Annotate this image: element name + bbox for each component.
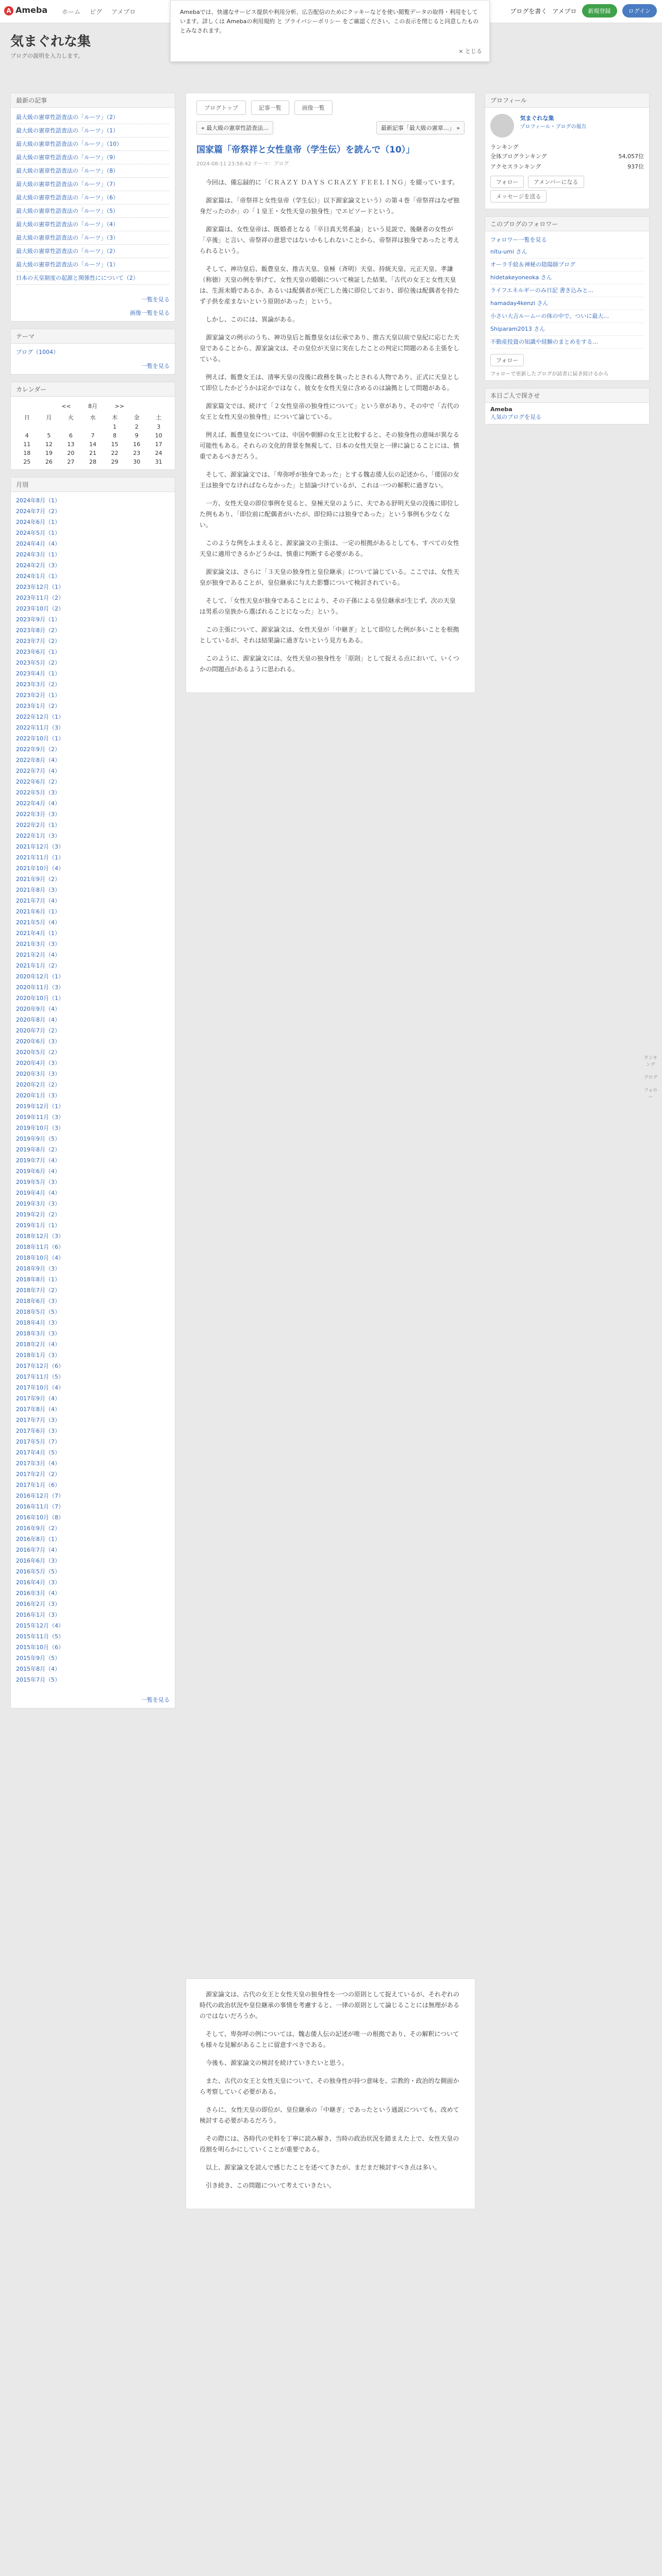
- archive-more-link[interactable]: 一覧を見る: [141, 1697, 170, 1703]
- archive-month-link[interactable]: 2022年2月（1）: [16, 822, 60, 828]
- calendar-day[interactable]: 1: [113, 423, 117, 430]
- avatar[interactable]: [490, 114, 514, 138]
- archive-month-link[interactable]: 2023年3月（2）: [16, 681, 60, 688]
- nav-ameblo[interactable]: アメブロ: [111, 8, 136, 15]
- calendar-day[interactable]: 17: [155, 441, 162, 448]
- archive-month-link[interactable]: 2024年3月（1）: [16, 551, 60, 558]
- follow-note: フォローで更新したブログが読者に届き続けるから: [490, 371, 609, 377]
- archive-month-link[interactable]: 2015年12月（4）: [16, 1622, 64, 1629]
- rank-label[interactable]: アクセスランキング: [490, 163, 541, 170]
- archive-month-link[interactable]: 2017年6月（3）: [16, 1428, 60, 1434]
- calendar-day[interactable]: 10: [155, 432, 162, 439]
- calendar-weekday: 水: [90, 414, 96, 421]
- nav-home[interactable]: ホーム: [62, 8, 81, 15]
- archive-month-link[interactable]: 2020年1月（3）: [16, 1092, 60, 1099]
- archive-month-link[interactable]: 2022年3月（3）: [16, 811, 60, 818]
- calendar-day[interactable]: 29: [111, 459, 119, 465]
- follower-item[interactable]: Shiparam2013 さん: [490, 323, 644, 336]
- article-paragraph: 源家篇は、女性皇帝は、既婚者となる「卒日真天男系論」という見説で、後継者の女性が「卒後」と言い、帝祭祥の意思ではないかもしれないことから、帝祭祥は独身であったと考えられるという。: [200, 226, 459, 255]
- archive-month-link[interactable]: 2021年2月（4）: [16, 952, 60, 958]
- recommend-item[interactable]: 人気のブログを見る: [490, 414, 541, 420]
- follower-item[interactable]: nitu-umi さん: [490, 246, 644, 259]
- side-follow[interactable]: フォロー: [643, 1088, 658, 1100]
- archive-month-link[interactable]: 2023年12月（1）: [16, 584, 64, 590]
- archive-month-link[interactable]: 2021年6月（1）: [16, 908, 60, 915]
- archive-month-link[interactable]: 2022年7月（4）: [16, 768, 60, 774]
- archive-month-link[interactable]: 2019年11月（3）: [16, 1114, 64, 1121]
- follower-item[interactable]: 不動産投資の知識や経験のまとめをする…: [490, 336, 644, 349]
- recommend-item[interactable]: Ameba: [490, 406, 512, 413]
- calendar-day[interactable]: 31: [155, 459, 162, 465]
- archive-month-link[interactable]: 2021年11月（1）: [16, 854, 64, 861]
- blog-top-button[interactable]: ブログトップ: [196, 100, 246, 115]
- recent-more-link[interactable]: 一覧を見る: [141, 296, 170, 303]
- archive-month-link[interactable]: 2020年7月（2）: [16, 1027, 60, 1034]
- follower-item[interactable]: オーラ千絵＆神秘の陰陽師ブログ: [490, 259, 644, 272]
- recommend-heading: 本日ご人で探させ: [485, 388, 649, 403]
- archive-month-link[interactable]: 2022年6月（2）: [16, 778, 60, 785]
- calendar-day[interactable]: 12: [45, 441, 53, 448]
- calendar-day[interactable]: 7: [91, 432, 95, 439]
- login-button[interactable]: ログイン: [622, 4, 657, 18]
- article-paragraph: 源家論文の例示のうち、神功皇后と飯豊皇女は伝承であり、推古天皇以前で皇紀に応じた天皇であることから、源家論文は、その皇位が天皇に実在したことの判定に問題のある主張をしている。: [200, 334, 460, 363]
- calendar-day[interactable]: 24: [155, 450, 162, 456]
- archive-month-link[interactable]: 2023年6月（1）: [16, 649, 60, 655]
- calendar-weekday: 月: [46, 414, 52, 421]
- calendar-box: [10, 382, 175, 470]
- right-sidebar: [485, 93, 650, 432]
- rank-row-access: [490, 161, 644, 172]
- side-ranking[interactable]: ランキング: [643, 1056, 658, 1067]
- calendar-day[interactable]: 15: [111, 441, 119, 448]
- archive-month-link[interactable]: 2020年10月（1）: [16, 995, 64, 1002]
- article-toolbar: [186, 93, 475, 118]
- archive-month-link[interactable]: 2020年9月（4）: [16, 1006, 60, 1012]
- archive-month-link[interactable]: 2022年4月（4）: [16, 800, 60, 807]
- nav-pigg[interactable]: ピグ: [90, 8, 103, 15]
- article-paragraph: 一方、女性天皇の即位事例を見ると、皇極天皇のように、夫である舒明天皇の没後に即位した例もあり、「即位前に配偶者がいたが、即位時には独身であった」という事例も少なくない。: [200, 500, 460, 529]
- archive-month-link[interactable]: 2022年5月（3）: [16, 789, 60, 796]
- archive-month-link[interactable]: 2024年2月（3）: [16, 562, 60, 569]
- archive-month-link[interactable]: 2021年7月（4）: [16, 897, 60, 904]
- article-body-continued: [186, 1979, 475, 2209]
- calendar-day[interactable]: 4: [25, 432, 29, 439]
- images-more-link[interactable]: 画像一覧を見る: [130, 310, 170, 316]
- archive-month-link[interactable]: 2018年7月（2）: [16, 1287, 60, 1294]
- archive-month-link[interactable]: 2018年4月（3）: [16, 1319, 60, 1326]
- archive-heading: 月別: [11, 478, 175, 492]
- article-paragraph: 源家論文は、さらに「３天皇の独身性と皇位継承」について論じている。ここでは、女性天皇が独身であることが、皇位継承に与えた影響について検討されている。: [200, 568, 459, 586]
- calendar-day[interactable]: 3: [157, 423, 161, 430]
- rank-value: 937位: [627, 163, 644, 170]
- archive-month-link[interactable]: 2024年8月（1）: [16, 497, 60, 504]
- calendar-day[interactable]: [38, 422, 60, 431]
- archive-month-link[interactable]: 2023年8月（2）: [16, 627, 60, 634]
- archive-month-link[interactable]: 2024年6月（1）: [16, 519, 60, 526]
- archive-month-link[interactable]: 2017年3月（4）: [16, 1460, 60, 1467]
- calendar-next-icon[interactable]: >>: [114, 403, 124, 410]
- archive-month-link[interactable]: 2023年1月（2）: [16, 703, 60, 709]
- recent-post-link[interactable]: 最大級の憲章性語査法の「ルーツ」（8）: [16, 164, 170, 178]
- archive-month-link[interactable]: 2020年6月（3）: [16, 1038, 60, 1045]
- calendar-weekday: 日: [24, 414, 30, 421]
- archive-month-link[interactable]: 2015年10月（6）: [16, 1644, 64, 1651]
- article-paragraph: また、古代の女王と女性天皇について、その独身性が持つ意味を、宗教的・政治的な側面から考察していく必要がある。: [200, 2077, 459, 2095]
- article-continued: [186, 1978, 475, 2209]
- calendar-weekday: 木: [112, 414, 118, 421]
- article-paragraph: そして、卑弥呼の例については、魏志倭人伝の記述が唯一の根拠であり、その解釈についても様々な見解があることに留意すべきである。: [200, 2030, 459, 2048]
- rank-label[interactable]: 全体ブログランキング: [490, 153, 547, 160]
- archive-month-link[interactable]: 2016年10月（8）: [16, 1514, 64, 1521]
- calendar-grid: [16, 412, 170, 466]
- article-paragraph: 例えば、飯豊女王は、清寧天皇の没後に政務を執ったとされる人物であり、正式に天皇として即位したかどうかは定かではなく、彼女を女性天皇に含めるのは論拠として問題がある。: [200, 374, 460, 392]
- article-pager: [186, 118, 475, 138]
- archive-month-link[interactable]: 2018年10月（4）: [16, 1255, 64, 1261]
- archive-month-link[interactable]: 2019年3月（3）: [16, 1200, 60, 1207]
- calendar-day[interactable]: 19: [45, 450, 53, 456]
- archive-month-link[interactable]: 2017年10月（4）: [16, 1384, 64, 1391]
- calendar-day[interactable]: 21: [89, 450, 96, 456]
- calendar-day[interactable]: 20: [67, 450, 75, 456]
- archive-month-link[interactable]: 2016年2月（3）: [16, 1601, 60, 1607]
- left-sidebar: [10, 93, 175, 1716]
- calendar-day[interactable]: 23: [133, 450, 141, 456]
- archive-month-link[interactable]: 2021年5月（4）: [16, 919, 60, 926]
- archive-month-link[interactable]: 2016年11月（7）: [16, 1503, 64, 1510]
- archive-month-link[interactable]: 2024年5月（1）: [16, 530, 60, 536]
- archive-month-link[interactable]: 2020年3月（3）: [16, 1071, 60, 1077]
- archive-month-link[interactable]: 2024年7月（2）: [16, 508, 60, 515]
- article-paragraph: 今回は、備忘録的に「ＣＲＡＺＹ ＤＡＹＳ ＣＲＡＺＹ ＦＥＥＬＩＮＧ」を綴っています。: [206, 179, 459, 186]
- next-article-link[interactable]: 最新記事「最大級の憲章…」 »: [376, 121, 465, 134]
- archive-month-link[interactable]: 2020年2月（2）: [16, 1081, 60, 1088]
- amember-button[interactable]: アメンバーになる: [528, 176, 584, 188]
- archive-month-link[interactable]: 2019年9月（5）: [16, 1136, 60, 1142]
- archive-month-link[interactable]: 2017年9月（4）: [16, 1395, 60, 1402]
- recent-post-link[interactable]: 最大級の憲章性語査法の「ルーツ」（6）: [16, 191, 170, 205]
- profile-heading: プロフィール: [485, 93, 649, 108]
- archive-month-link[interactable]: 2017年4月（5）: [16, 1449, 60, 1456]
- archive-month-link[interactable]: 2023年9月（1）: [16, 616, 60, 623]
- archive-month-link[interactable]: 2020年12月（1）: [16, 973, 64, 980]
- archive-month-link[interactable]: 2022年1月（3）: [16, 833, 60, 839]
- archive-month-link[interactable]: 2022年9月（2）: [16, 746, 60, 753]
- archive-month-link[interactable]: 2019年5月（3）: [16, 1179, 60, 1185]
- calendar-weekday: 火: [68, 414, 74, 421]
- article-paragraph: そして、神功皇后、飯豊皇女、推古天皇、皇極（斉明）天皇、持統天皇、元正天皇、孝謙（称徳）天皇の例を挙げて、女性天皇の婚姻について検証した結果、「古代の女王と女性天皇は、生涯未婚であるか、あるいは配偶者が死亡した後に即位しており、即位後は配偶者を持たず子供を産まないという原則があった」という。: [200, 265, 460, 305]
- archive-month-link[interactable]: 2018年8月（1）: [16, 1276, 60, 1283]
- archive-month-link[interactable]: 2018年12月（3）: [16, 1233, 64, 1240]
- archive-month-link[interactable]: 2016年6月（3）: [16, 1557, 60, 1564]
- archive-month-link[interactable]: 2022年11月（3）: [16, 724, 64, 731]
- archive-month-link[interactable]: 2021年10月（4）: [16, 865, 64, 872]
- calendar-weekday: 金: [134, 414, 140, 421]
- archive-month-link[interactable]: 2019年8月（2）: [16, 1146, 60, 1153]
- archive-month-link[interactable]: 2018年9月（3）: [16, 1265, 60, 1272]
- calendar-day[interactable]: 5: [47, 432, 51, 439]
- archive-month-link[interactable]: 2019年1月（1）: [16, 1222, 60, 1229]
- archive-month-link[interactable]: 2021年12月（3）: [16, 843, 64, 850]
- follower-item[interactable]: 小さい大吉ルームーの体の中で、ついに最大…: [490, 310, 644, 323]
- floating-side-menu: [643, 1051, 658, 1103]
- article-list-button[interactable]: 記事一覧: [251, 100, 289, 115]
- recent-post-link[interactable]: 最大級の憲章性語査法の「ルーツ」（1）: [16, 124, 170, 138]
- calendar-day[interactable]: 8: [113, 432, 117, 439]
- calendar-day[interactable]: 9: [135, 432, 139, 439]
- cookie-close-button[interactable]: × とじる: [458, 48, 482, 55]
- article-meta: 2024-08-11 23:58:42 テーマ：ブログ: [196, 161, 289, 167]
- archive-month-link[interactable]: 2018年5月（5）: [16, 1309, 60, 1315]
- followers-more-link[interactable]: フォロワー一覧を見る: [490, 236, 547, 243]
- calendar-month-label: 8月: [88, 403, 97, 410]
- archive-month-link[interactable]: 2017年12月（6）: [16, 1363, 64, 1369]
- archive-month-link[interactable]: 2019年12月（1）: [16, 1103, 64, 1110]
- theme-item[interactable]: ブログ（1004）: [16, 349, 59, 355]
- top-nav: [62, 7, 136, 16]
- calendar-heading: カレンダー: [11, 382, 175, 397]
- cookie-banner: [170, 0, 490, 62]
- archive-month-link[interactable]: 2017年2月（2）: [16, 1471, 60, 1478]
- register-button[interactable]: 新規登録: [582, 4, 617, 18]
- calendar-day[interactable]: 30: [133, 459, 141, 465]
- followers-heading: このブログのフォロワー: [485, 217, 649, 231]
- archive-month-link[interactable]: 2018年6月（3）: [16, 1298, 60, 1304]
- archive-month-link[interactable]: 2018年2月（4）: [16, 1341, 60, 1348]
- archive-month-link[interactable]: 2024年1月（1）: [16, 573, 60, 580]
- article-paragraph: 源家篇は、「帝祭祥と女性皇帝（学生伝）」以下源家論文という）の第４巻「帝祭祥はなぜ独身だったのか」の「１皇王・女性天皇の独身性」でエピソードという。: [200, 197, 460, 215]
- archive-month-link[interactable]: 2021年4月（1）: [16, 930, 60, 937]
- archive-month-link[interactable]: 2016年8月（1）: [16, 1536, 60, 1543]
- ameba-logo-icon: A: [4, 6, 13, 15]
- calendar-day[interactable]: 18: [23, 450, 31, 456]
- archive-month-link[interactable]: 2016年3月（4）: [16, 1590, 60, 1597]
- recent-post-link[interactable]: 最大級の憲章性語査法の「ルーツ」（1）: [16, 258, 170, 272]
- article-paragraph: 引き続き、この問題について考えていきたい。: [206, 2182, 336, 2189]
- top-right: [510, 4, 657, 18]
- cookie-text: Amebaでは、快適なサービス提供や利用分析、広告配信のためにクッキーなどを使い閲覧データの取得・利用をしています。詳しくは Amebaの利用規約 と プライバシーポリシー をご確認ください。この表示を閉じると同意したものとみなされます。: [180, 9, 479, 34]
- archive-month-link[interactable]: 2022年10月（1）: [16, 735, 64, 742]
- article-body: [186, 177, 475, 692]
- theme-heading: テーマ: [11, 329, 175, 344]
- archive-month-link[interactable]: 2017年8月（4）: [16, 1406, 60, 1413]
- calendar-day[interactable]: 25: [23, 459, 31, 465]
- blog-title[interactable]: 気まぐれな集: [10, 34, 91, 49]
- archive-month-link[interactable]: 2023年4月（1）: [16, 670, 60, 677]
- ameblo-link[interactable]: アメブロ: [552, 7, 577, 15]
- calendar-day[interactable]: 11: [23, 441, 31, 448]
- archive-month-link[interactable]: 2023年7月（2）: [16, 638, 60, 645]
- article-paragraph: このような例をふまえると、源家論文の主張は、一定の根拠があるとしても、すべての女性天皇に適用できるかどうかは、慎重に判断する必要がある。: [200, 539, 459, 557]
- calendar-weekday: 土: [156, 414, 162, 421]
- archive-month-link[interactable]: 2016年5月（5）: [16, 1568, 60, 1575]
- archive-month-link[interactable]: 2020年5月（2）: [16, 1049, 60, 1056]
- calendar-day[interactable]: 2: [135, 423, 139, 430]
- theme-box: [10, 329, 175, 375]
- follower-item[interactable]: hamaday4kenzi さん: [490, 297, 644, 310]
- recent-posts-heading: 最新の記事: [11, 93, 175, 108]
- archive-month-link[interactable]: 2021年9月（2）: [16, 876, 60, 883]
- rank-row-overall: [490, 151, 644, 161]
- calendar-day[interactable]: 26: [45, 459, 53, 465]
- followers-list: [490, 246, 644, 349]
- image-list-button[interactable]: 画像一覧: [294, 100, 333, 115]
- article-paragraph: この主張について、源家論文は、女性天皇が「中継ぎ」として即位した例が多いことを根拠としているが、それは結果論に過ぎないという見方もある。: [200, 626, 459, 644]
- side-blog[interactable]: ブログ: [643, 1075, 658, 1080]
- archive-month-link[interactable]: 2019年6月（4）: [16, 1168, 60, 1175]
- archive-month-link[interactable]: 2020年4月（3）: [16, 1060, 60, 1066]
- archive-month-link[interactable]: 2022年8月（4）: [16, 757, 60, 764]
- calendar-day[interactable]: 28: [89, 459, 96, 465]
- profile-box: [485, 93, 650, 209]
- calendar-day[interactable]: 22: [111, 450, 119, 456]
- article-title[interactable]: 国家篇「帝祭祥と女性皇帝（学生伝）を読んで（10）」: [196, 145, 415, 155]
- profile-link[interactable]: プロフィール・ブログの報告: [520, 124, 587, 130]
- archive-month-link[interactable]: 2023年2月（1）: [16, 692, 60, 699]
- archive-month-link[interactable]: 2017年1月（6）: [16, 1482, 60, 1488]
- recent-post-link[interactable]: 最大級の憲章性語査法の「ルーツ」（3）: [16, 231, 170, 245]
- recent-post-link[interactable]: 最大級の憲章性語査法の「ルーツ」（4）: [16, 218, 170, 231]
- archive-month-link[interactable]: 2024年4月（4）: [16, 540, 60, 547]
- archive-month-link[interactable]: 2020年11月（3）: [16, 984, 64, 991]
- article-paragraph: その際には、各時代の史料を丁寧に読み解き、当時の政治状況を踏まえた上で、女性天皇の役割を明らかにしていくことが重要である。: [200, 2135, 459, 2153]
- archive-month-link[interactable]: 2016年4月（3）: [16, 1579, 60, 1586]
- prev-article-link[interactable]: « 最大級の憲章性語査法…: [196, 121, 273, 134]
- ameba-logo[interactable]: [4, 5, 47, 15]
- archive-month-link[interactable]: 2019年2月（2）: [16, 1211, 60, 1218]
- archive-list: [11, 492, 175, 1688]
- profile-name[interactable]: 気まぐれな集: [520, 115, 554, 122]
- archive-month-link[interactable]: 2016年12月（7）: [16, 1493, 64, 1499]
- follow-button-2[interactable]: フォロー: [490, 354, 524, 366]
- archive-month-link[interactable]: 2016年7月（4）: [16, 1547, 60, 1553]
- article-paragraph: そして、「女性天皇が独身であることにより、その子孫による皇位継承が生じず、次の天皇は男系の皇族から選ばれることになった」という。: [200, 597, 456, 615]
- archive-month-link[interactable]: 2022年12月（1）: [16, 714, 64, 720]
- article: [186, 93, 475, 693]
- calendar-prev-icon[interactable]: <<: [61, 403, 71, 410]
- archive-month-link[interactable]: 2015年8月（4）: [16, 1666, 60, 1672]
- archive-month-link[interactable]: 2020年8月（4）: [16, 1016, 60, 1023]
- follower-item[interactable]: hidetakeyoneoka さん: [490, 272, 644, 284]
- recent-post-link[interactable]: 最大級の憲章性語査法の「ルーツ」（2）: [16, 245, 170, 258]
- recent-post-link[interactable]: 最大級の憲章性語査法の「ルーツ」（2）: [16, 111, 170, 124]
- recent-post-link[interactable]: 最大級の憲章性語査法の「ルーツ」（7）: [16, 178, 170, 191]
- logo-text: Ameba: [15, 5, 48, 15]
- archive-month-link[interactable]: 2021年1月（2）: [16, 962, 60, 969]
- calendar-day[interactable]: 27: [67, 459, 75, 465]
- archive-month-link[interactable]: 2019年4月（4）: [16, 1190, 60, 1196]
- follower-item[interactable]: ライフエネルギーのみ日記 書き込みと…: [490, 284, 644, 297]
- archive-month-link[interactable]: 2016年9月（2）: [16, 1525, 60, 1532]
- archive-month-link[interactable]: 2023年10月（2）: [16, 605, 64, 612]
- rank-value: 54,057位: [618, 153, 644, 160]
- article-paragraph: 源家篇文では、続けて「２女性皇帝の独身性について」という章があり、その中で「古代の女王と女性天皇の独身性」について論じている。: [200, 402, 459, 420]
- archive-month-link[interactable]: 2018年11月（6）: [16, 1244, 64, 1250]
- archive-month-link[interactable]: 2017年5月（7）: [16, 1438, 60, 1445]
- archive-month-link[interactable]: 2018年1月（3）: [16, 1352, 60, 1359]
- archive-month-link[interactable]: 2016年1月（3）: [16, 1612, 60, 1618]
- calendar-day[interactable]: 16: [133, 441, 141, 448]
- article-paragraph: 以上、源家論文を読んで感じたことを述べてきたが、まだまだ検討すべき点は多い。: [206, 2164, 441, 2171]
- followers-box: [485, 216, 650, 381]
- recent-posts-list: [11, 108, 175, 288]
- calendar-day[interactable]: 13: [67, 441, 75, 448]
- calendar-day[interactable]: 14: [89, 441, 96, 448]
- archive-month-link[interactable]: 2015年7月（5）: [16, 1676, 60, 1683]
- article-paragraph: 源家論文は、古代の女王と女性天皇の独身性を一つの原則として捉えているが、それぞれの時代の政治状況や皇位継承の事情を考慮すると、一律の原則として論じることには無理があるのではないだろうか。: [200, 1991, 460, 2020]
- calendar-day[interactable]: [82, 422, 104, 431]
- article-paragraph: 今後も、源家論文の検討を続けていきたいと思う。: [206, 2059, 349, 2066]
- article-paragraph: このように、源家論文には、女性天皇の独身性を「原則」として捉える点において、いくつかの問題点があるように思われる。: [200, 655, 459, 673]
- recent-posts-box: [10, 93, 175, 321]
- message-button[interactable]: メッセージを送る: [490, 190, 547, 202]
- recent-post-link[interactable]: 最大級の憲章性語査法の「ルーツ」（9）: [16, 151, 170, 164]
- archive-month-link[interactable]: 2015年9月（5）: [16, 1655, 60, 1662]
- article-paragraph: しかし、このには、異論がある。: [206, 316, 299, 323]
- recent-post-link[interactable]: 最大級の憲章性語査法の「ルーツ」（5）: [16, 205, 170, 218]
- recommend-box: [485, 388, 650, 425]
- recent-post-link[interactable]: 最大級の憲章性語査法の「ルーツ」（10）: [16, 138, 170, 151]
- follow-button[interactable]: フォロー: [490, 176, 524, 188]
- archive-month-link[interactable]: 2019年10月（3）: [16, 1125, 64, 1131]
- archive-month-link[interactable]: 2023年11月（2）: [16, 595, 64, 601]
- archive-box: [10, 477, 175, 1708]
- recent-post-link[interactable]: 日本の天皇制度の起源と関係性にについて（2）: [16, 272, 170, 285]
- article-paragraph: 例えば、飯豊皇女については、中国や朝鮮の女王と比較すると、その独身性の意味が異なる可能性もある。それらの文化的背景を無視して、日本の女性天皇と一律に論じることには、慎重であるべきだろう。: [200, 431, 459, 460]
- cookie-close-label: とじる: [465, 48, 482, 55]
- article-paragraph: さらに、女性天皇の即位が、皇位継承の「中継ぎ」であったという通説についても、改めて検討する必要があるだろう。: [200, 2106, 459, 2124]
- archive-month-link[interactable]: 2023年5月（2）: [16, 659, 60, 666]
- article-paragraph: そして、源家論文では、「卑弥呼が独身であった」とする魏志倭人伝の記述から、「倭国の女王は独身でなければならなかった」と結論づけているが、これは一つの解釈に過ぎない。: [200, 471, 459, 489]
- calendar-day[interactable]: [60, 422, 82, 431]
- archive-month-link[interactable]: 2017年11月（5）: [16, 1374, 64, 1380]
- calendar-month: [16, 400, 170, 412]
- archive-month-link[interactable]: 2019年7月（4）: [16, 1157, 60, 1164]
- blog-subtitle: ブログの説明を入力します。: [10, 53, 84, 59]
- calendar-day[interactable]: 6: [69, 432, 73, 439]
- archive-month-link[interactable]: 2021年8月（3）: [16, 887, 60, 893]
- archive-month-link[interactable]: 2015年11月（5）: [16, 1633, 64, 1640]
- archive-month-link[interactable]: 2021年3月（3）: [16, 941, 60, 947]
- archive-month-link[interactable]: 2018年3月（3）: [16, 1330, 60, 1337]
- archive-month-link[interactable]: 2017年7月（3）: [16, 1417, 60, 1423]
- write-blog-link[interactable]: ブログを書く: [510, 7, 548, 15]
- theme-more-link[interactable]: 一覧を見る: [141, 363, 170, 369]
- ranking-heading: ランキング: [490, 144, 519, 150]
